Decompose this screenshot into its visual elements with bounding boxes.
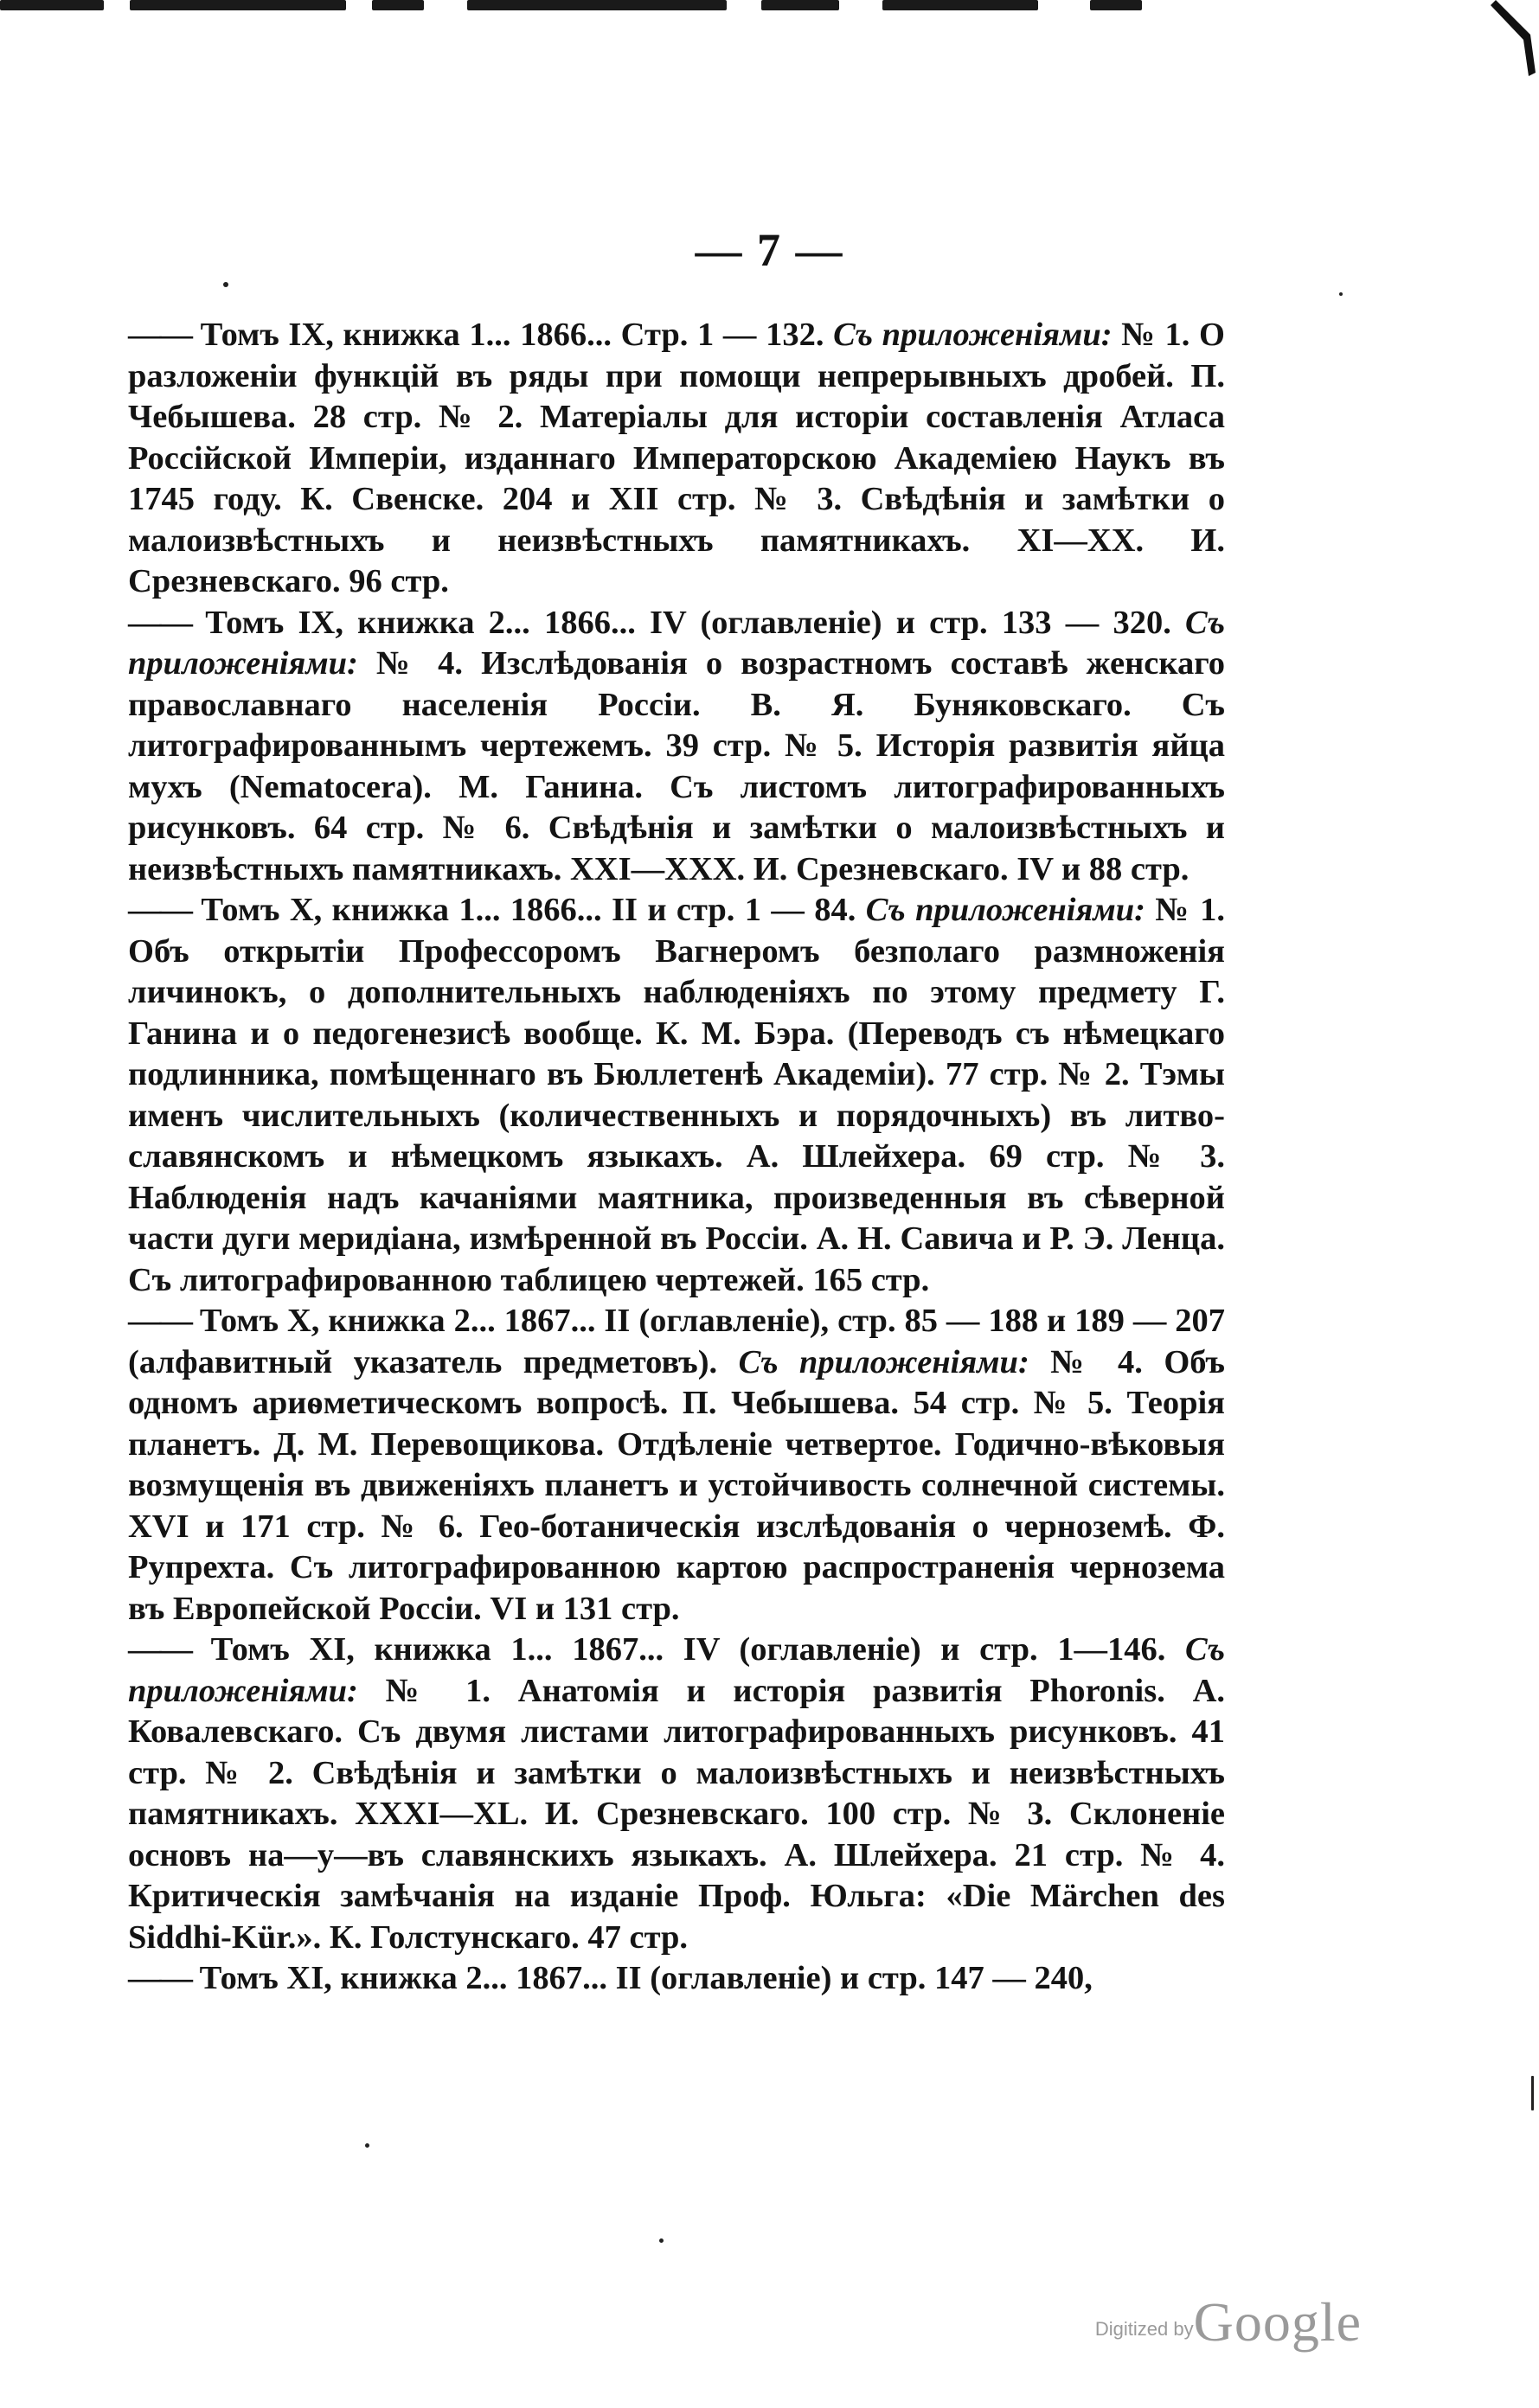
page-number: — 7 — xyxy=(695,224,844,276)
document-body xyxy=(128,315,1225,2000)
entry-appendix-label: Съ приложеніями: xyxy=(833,317,1113,353)
entry-appendix-label: Съ приложеніями: xyxy=(738,1343,1029,1380)
entry-heading: Томъ XI, книжка 1... 1867... IV (оглавленіе) и стр. 1—146. xyxy=(191,1631,1186,1668)
volume-entry xyxy=(128,1630,1225,1958)
scan-speck xyxy=(1339,292,1343,296)
entry-heading: Томъ X, книжка 2... 1867... II (оглавленіе), стр. 85 — 188 и 189 — 207 (алфавитный указатель предметовъ). xyxy=(128,1303,1225,1380)
entry-heading: Томъ XI, книжка 2... 1867... II (оглавленіе) и стр. 147 — 240, xyxy=(191,1960,1093,1996)
volume-entry xyxy=(128,315,1225,603)
scan-speck xyxy=(1531,2076,1534,2110)
page-corner-mark xyxy=(1478,0,1539,78)
entry-dash: —— xyxy=(128,1303,191,1339)
scan-top-edge xyxy=(0,0,1539,19)
volume-entry xyxy=(128,603,1225,891)
google-logo: Google xyxy=(1193,2291,1362,2353)
entry-dash: —— xyxy=(128,317,191,353)
digitized-watermark xyxy=(1095,2290,1362,2354)
entry-contents: № 1. Анатомія и исторія развитія Phoronis. А. Ковалевскаго. Съ двумя листами литографированныхъ рисунковъ. 41 стр. № 2. Свѣдѣнія и замѣтки о малоизвѣстныхъ и неизвѣстныхъ памятникахъ. XXXI—XL. И. Срезневскаго. 100 стр. № 3. Склоненіе основъ на—у—въ славянскихъ языкахъ. А. Шлейхера. 21 стр. № 4. Критическія замѣчанія на изданіе Проф. Юльга: «Die Märchen des Siddhi-Kür.». К. Голстунскаго. 47 стр. xyxy=(128,1672,1225,1956)
scan-speck xyxy=(223,282,228,287)
entry-dash: —— xyxy=(128,604,191,641)
entry-dash: —— xyxy=(128,892,191,928)
entry-contents: № 4. Объ одномъ ариѳметическомъ вопросѣ. П. Чебышева. 54 стр. № 5. Теорія планетъ. Д. М. Перевощикова. Отдѣленіе четвертое. Годично-вѣковыя возмущенія въ движеніяхъ планетъ и устойчивость солнечной системы. XVI и 171 стр. № 6. Гео-ботаническія изслѣдованія о черноземѣ. Ф. Рупрехта. Съ литографированною картою распространенія чернозема въ Европейской Россіи. VI и 131 стр. xyxy=(128,1343,1225,1627)
entry-contents: № 1. Объ открытіи Профессоромъ Вагнеромъ безполаго размноженія личинокъ, о дополнительныхъ наблюденіяхъ по этому предмету Г. Ганина и о педогенезисѣ вообще. К. М. Бэра. (Переводъ съ нѣмецкаго подлинника, помѣщеннаго въ Бюллетенѣ Академіи). 77 стр. № 2. Тэмы именъ числительныхъ (количественныхъ и порядочныхъ) въ литво-славянскомъ и нѣмецкомъ языкахъ. А. Шлейхера. 69 стр. № 3. Наблюденія надъ качаніями маятника, произведенныя въ сѣверной части дуги меридіана, измѣренной въ Россіи. А. Н. Савича и Р. Э. Ленца. Съ литографированною таблицею чертежей. 165 стр. xyxy=(128,892,1225,1298)
entry-heading: Томъ X, книжка 1... 1866... II и стр. 1 — 84. xyxy=(191,892,866,928)
entry-dash: —— xyxy=(128,1631,191,1668)
entry-heading: Томъ IX, книжка 2... 1866... IV (оглавленіе) и стр. 133 — 320. xyxy=(191,604,1186,641)
scan-speck xyxy=(659,2238,664,2243)
entry-contents: № 1. О разложеніи функцій въ ряды при помощи непрерывныхъ дробей. П. Чебышева. 28 стр. № 2. Матеріалы для исторіи составленія Атласа Россійской Имперіи, изданнаго Императорскою Академіею Наукъ въ 1745 году. К. Свенске. 204 и XII стр. № 3. Свѣдѣнія и замѣтки о малоизвѣстныхъ и неизвѣстныхъ памятникахъ. XI—XX. И. Срезневскаго. 96 стр. xyxy=(128,317,1225,599)
entry-appendix-label: Съ приложеніями: xyxy=(128,604,1225,682)
scan-speck xyxy=(365,2143,369,2148)
entry-appendix-label: Съ приложеніями: xyxy=(128,1631,1225,1709)
watermark-prefix: Digitized by xyxy=(1094,2318,1194,2340)
entry-dash: —— xyxy=(128,1960,191,1996)
entry-heading: Томъ IX, книжка 1... 1866... Стр. 1 — 132. xyxy=(191,317,834,353)
volume-entry xyxy=(128,1958,1225,2000)
entry-appendix-label: Съ приложеніями: xyxy=(865,892,1145,928)
volume-entry xyxy=(128,1301,1225,1630)
entry-contents: № 4. Изслѣдованія о возрастномъ составѣ женскаго православнаго населенія Россіи. В. Я. Буняковскаго. Съ литографированнымъ чертежемъ. 39 стр. № 5. Исторія развитія яйца мухъ (Nematocera). М. Ганина. Съ листомъ литографированныхъ рисунковъ. 64 стр. № 6. Свѣдѣнія и замѣтки о малоизвѣстныхъ и неизвѣстныхъ памятникахъ. XXI—XXX. И. Срезневскаго. IV и 88 стр. xyxy=(128,645,1225,887)
volume-entry xyxy=(128,890,1225,1301)
